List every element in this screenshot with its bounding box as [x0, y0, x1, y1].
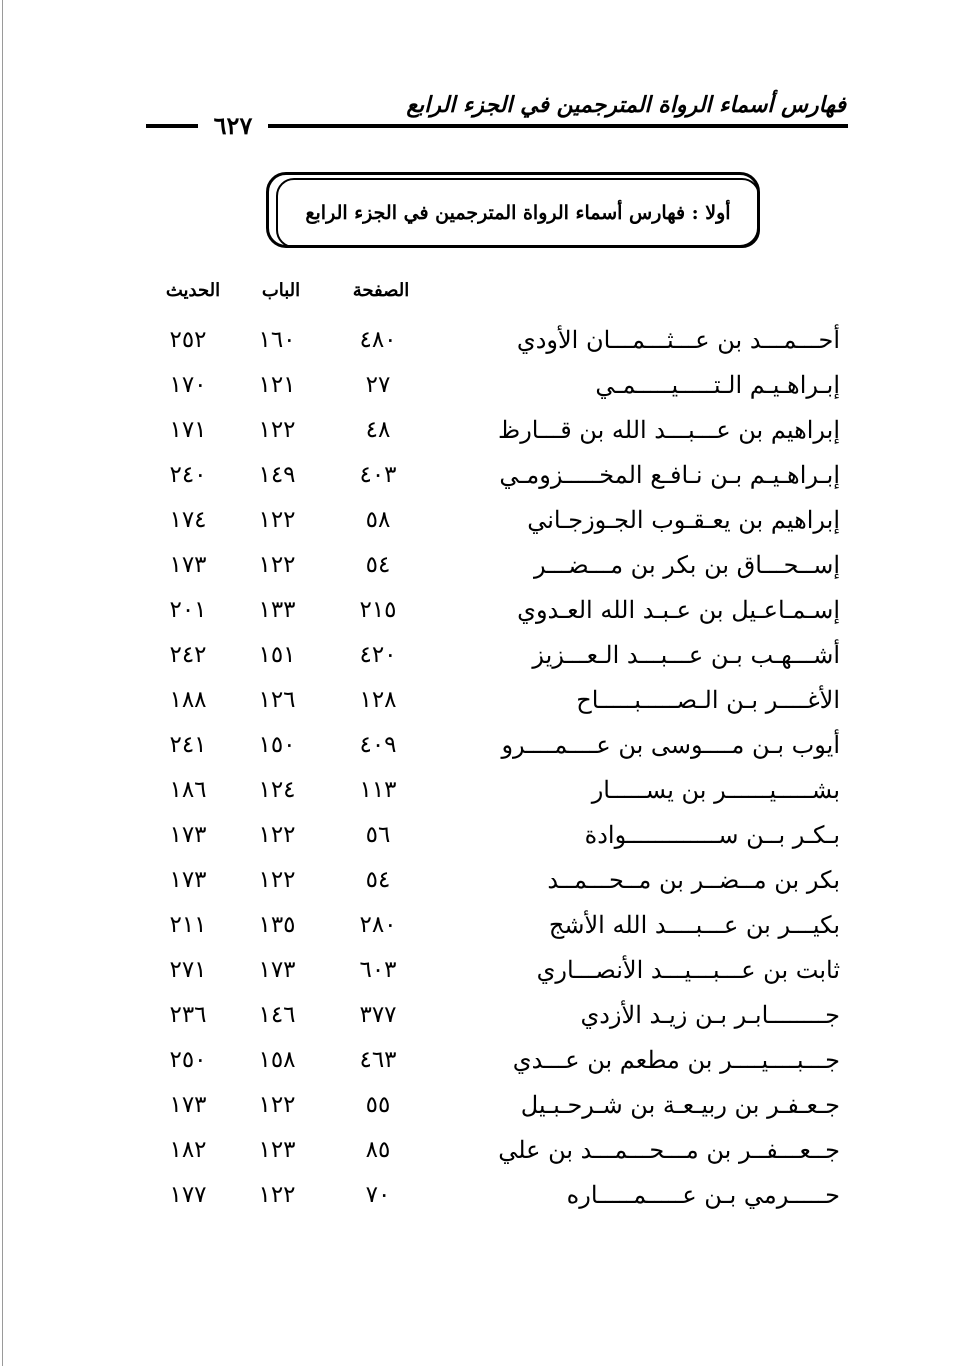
- hadith-cell: ١٨٢: [169, 1137, 207, 1163]
- hadith-cell: ٢٧١: [169, 957, 207, 983]
- narrator-name: بـكـر بــن ســـــــــــــوادة: [584, 821, 840, 849]
- chapter-cell: ١٥١: [258, 642, 296, 668]
- chapter-cell: ١٢٢: [258, 552, 296, 578]
- narrator-name: إبراهيم بن يعـقـوب الجـوزجـاني: [527, 506, 840, 534]
- page-cell: ٤٢٠: [359, 642, 397, 668]
- chapter-cell: ١٢٢: [258, 507, 296, 533]
- chapter-cell: ١٢٢: [258, 1092, 296, 1118]
- page-cell: ٣٧٧: [359, 1002, 397, 1028]
- table-row: [0, 723, 975, 768]
- hadith-cell: ٢٥٠: [169, 1047, 207, 1073]
- hadith-cell: ٢٠١: [169, 597, 207, 623]
- page-cell: ١١٣: [359, 777, 397, 803]
- narrator-name: إســحـــاق بن بكر بن مـــضـــر: [533, 551, 840, 579]
- page-cell: ٤٦٣: [359, 1047, 397, 1073]
- hadith-cell: ١٧٣: [169, 552, 207, 578]
- chapter-cell: ١٤٩: [258, 462, 296, 488]
- table-row: [0, 858, 975, 903]
- chapter-cell: ١٦٠: [258, 327, 296, 353]
- narrator-name: أيوب بـن مــــوسى بن عــــمــــرو: [501, 731, 840, 759]
- page-cell: ٥٦: [365, 822, 391, 848]
- narrator-name: جـعـفـر بن ربيـعـة بن شـرحـبـيل: [520, 1091, 840, 1119]
- hadith-cell: ١٧٠: [169, 372, 207, 398]
- chapter-cell: ١٢٢: [258, 417, 296, 443]
- narrator-name: بكر بن مــضــر بن مــحـــمــد: [547, 866, 840, 894]
- chapter-cell: ١٤٦: [258, 1002, 296, 1028]
- page-cell: ٨٥: [365, 1137, 391, 1163]
- table-row: [0, 768, 975, 813]
- table-row: [0, 543, 975, 588]
- page-cell: ٥٤: [365, 867, 391, 893]
- page-cell: ٦٠٣: [359, 957, 397, 983]
- table-row: [0, 1038, 975, 1083]
- narrator-name: إبراهيم بن عـــبـــد الله بن قـــارظ: [498, 416, 840, 444]
- table-row: [0, 813, 975, 858]
- chapter-cell: ١٢٤: [258, 777, 296, 803]
- chapter-cell: ١٣٣: [258, 597, 296, 623]
- table-row: [0, 633, 975, 678]
- hadith-cell: ٢٤٠: [169, 462, 207, 488]
- hadith-cell: ١٧١: [169, 417, 207, 443]
- section-title: أولا : فهارس أسماء الرواة المترجمين في الجزء الرابع: [276, 178, 760, 248]
- narrator-name: حـــــرمي بـن عـــــمـــــاره: [566, 1181, 840, 1209]
- page-cell: ٢١٥: [359, 597, 397, 623]
- page-cell: ٥٤: [365, 552, 391, 578]
- page-number: ٦٢٧: [213, 111, 253, 140]
- table-row: [0, 498, 975, 543]
- chapter-cell: ١٧٣: [258, 957, 296, 983]
- narrator-name: إبـراهـيـم بـن نـافـع المخـــــزومـي: [499, 461, 840, 489]
- hadith-cell: ١٧٣: [169, 867, 207, 893]
- narrator-name: جـــبــــيــــر بن مطعم بن عـــدي: [512, 1046, 840, 1074]
- chapter-cell: ١٢١: [258, 372, 296, 398]
- page-cell: ١٢٨: [359, 687, 397, 713]
- hadith-cell: ١٨٨: [169, 687, 207, 713]
- table-row: [0, 678, 975, 723]
- table-row: [0, 948, 975, 993]
- page-cell: ٤٠٩: [359, 732, 397, 758]
- table-row: [0, 363, 975, 408]
- chapter-cell: ١٥٨: [258, 1047, 296, 1073]
- narrator-name: أحـــمـــد بن عـــثـــمـــان الأودي: [516, 326, 840, 354]
- narrators-index-table: [0, 318, 975, 1218]
- hadith-cell: ١٧٣: [169, 822, 207, 848]
- column-header-chapter: الباب: [261, 280, 301, 301]
- page-cell: ٤٨: [365, 417, 391, 443]
- narrator-name: جــعـــفــر بن مـــحـــمـــد بن علي: [498, 1136, 840, 1164]
- page-cell: ٥٥: [365, 1092, 391, 1118]
- page-cell: ٤٨٠: [359, 327, 397, 353]
- hadith-cell: ٢٤٢: [169, 642, 207, 668]
- table-row: [0, 903, 975, 948]
- hadith-cell: ١٧٤: [169, 507, 207, 533]
- hadith-cell: ٢٣٦: [169, 1002, 207, 1028]
- page-cell: ٧٠: [365, 1182, 391, 1208]
- table-row: [0, 588, 975, 633]
- page-cell: ٥٨: [365, 507, 391, 533]
- chapter-cell: ١٢٣: [258, 1137, 296, 1163]
- narrator-name: جــــــــابـر بـن زيـد الأزدي: [580, 1001, 840, 1029]
- narrator-name: الأغــــر بـن الـصـــــبـــــاح: [576, 686, 840, 714]
- hadith-cell: ١٧٧: [169, 1182, 207, 1208]
- narrator-name: أشـــهـب بـن عـــبـــد الـعـــزيز: [532, 641, 840, 669]
- page-cell: ٢٧: [365, 372, 391, 398]
- hadith-cell: ٢٥٢: [169, 327, 207, 353]
- chapter-cell: ١٢٢: [258, 822, 296, 848]
- table-row: [0, 1128, 975, 1173]
- narrator-name: بشـــــيــــــر بن يســـــار: [591, 776, 840, 804]
- table-row: [0, 1083, 975, 1128]
- table-row: [0, 408, 975, 453]
- chapter-cell: ١٣٥: [258, 912, 296, 938]
- page-cell: ٤٠٣: [359, 462, 397, 488]
- hadith-cell: ١٧٣: [169, 1092, 207, 1118]
- header-rule: [268, 124, 848, 128]
- table-row: [0, 1173, 975, 1218]
- chapter-cell: ١٢٢: [258, 1182, 296, 1208]
- page-cell: ٢٨٠: [359, 912, 397, 938]
- narrator-name: ثابت بن عـــبـــيـــد الأنصـــاري: [536, 956, 840, 984]
- column-header-page: الصفحة: [352, 280, 410, 301]
- chapter-cell: ١٢٦: [258, 687, 296, 713]
- running-header: فهارس أسماء الرواة المترجمين في الجزء الرابع: [406, 92, 846, 118]
- narrator-name: إسـمـاعـيل بن عـبـد الله العـدوي: [517, 596, 840, 624]
- hadith-cell: ٢١١: [169, 912, 207, 938]
- table-row: [0, 318, 975, 363]
- hadith-cell: ٢٤١: [169, 732, 207, 758]
- narrator-name: إبـراهـيـم الـتـــــيـــــمـي: [595, 371, 840, 399]
- header-rule-left: [146, 124, 198, 128]
- hadith-cell: ١٨٦: [169, 777, 207, 803]
- chapter-cell: ١٢٢: [258, 867, 296, 893]
- narrator-name: بكيـــر بن عـــبــــد الله الأشج: [548, 911, 840, 939]
- table-row: [0, 993, 975, 1038]
- chapter-cell: ١٥٠: [258, 732, 296, 758]
- table-row: [0, 453, 975, 498]
- column-header-hadith: الحديث: [165, 280, 221, 301]
